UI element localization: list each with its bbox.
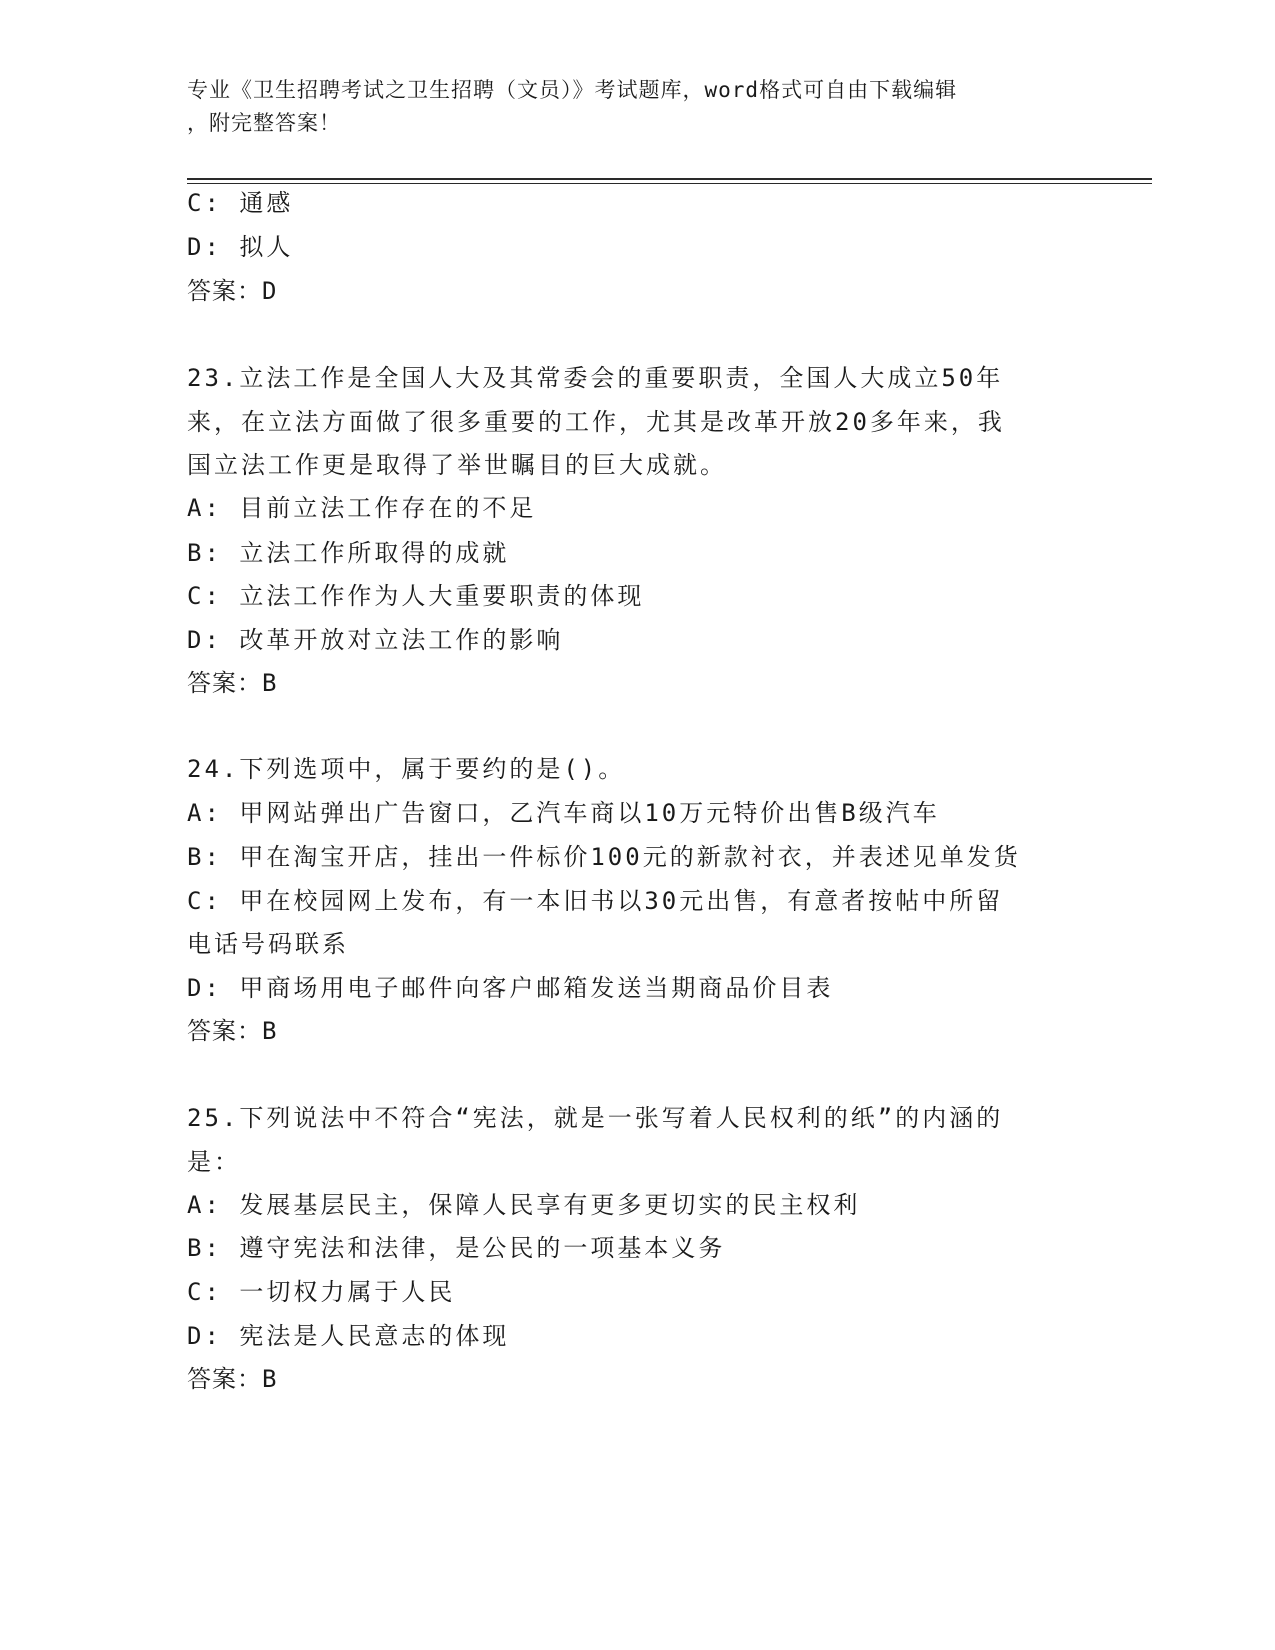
prev-option-c: C: 通感: [187, 189, 294, 217]
q25-stem-line-1: 25.下列说法中不符合“宪法，就是一张写着人民权利的纸”的内涵的: [187, 1104, 1004, 1132]
q25-stem-line-2: 是：: [187, 1148, 241, 1176]
q24-option-b: B: 甲在淘宝开店，挂出一件标价100元的新款衬衣，并表述见单发货: [187, 843, 1021, 871]
q25-option-b: B: 遵守宪法和法律，是公民的一项基本义务: [187, 1234, 726, 1262]
q23-stem-line-1: 23.立法工作是全国人大及其常委会的重要职责，全国人大成立50年: [187, 364, 1004, 392]
q23-option-d: D: 改革开放对立法工作的影响: [187, 626, 564, 654]
header-divider-thin: [187, 183, 1152, 184]
q24-option-c-line-1: C: 甲在校园网上发布，有一本旧书以30元出售，有意者按帖中所留: [187, 887, 1004, 915]
q25-answer: 答案：B: [187, 1365, 278, 1393]
q23-option-c: C: 立法工作作为人大重要职责的体现: [187, 582, 645, 610]
q25-option-a: A: 发展基层民主，保障人民享有更多更切实的民主权利: [187, 1191, 861, 1219]
q25-option-d: D: 宪法是人民意志的体现: [187, 1322, 510, 1350]
prev-option-d: D: 拟人: [187, 233, 294, 261]
prev-answer: 答案：D: [187, 277, 278, 305]
document-header: [187, 74, 1067, 140]
q23-option-a: A: 目前立法工作存在的不足: [187, 494, 537, 522]
q24-answer: 答案：B: [187, 1017, 278, 1045]
q24-option-a: A: 甲网站弹出广告窗口，乙汽车商以10万元特价出售B级汽车: [187, 799, 940, 827]
q24-stem-line-1: 24.下列选项中，属于要约的是()。: [187, 755, 626, 783]
q23-answer: 答案：B: [187, 669, 278, 697]
q23-option-b: B: 立法工作所取得的成就: [187, 539, 510, 567]
header-title-line-2: ，附完整答案！: [187, 111, 341, 135]
q24-option-d: D: 甲商场用电子邮件向客户邮箱发送当期商品价目表: [187, 974, 834, 1002]
q25-option-c: C: 一切权力属于人民: [187, 1278, 456, 1306]
q24-option-c-line-2: 电话号码联系: [187, 930, 349, 958]
q23-stem-line-3: 国立法工作更是取得了举世瞩目的巨大成就。: [187, 451, 727, 479]
header-title-line-1: 专业《卫生招聘考试之卫生招聘（文员）》考试题库，word格式可自由下载编辑: [187, 78, 958, 102]
q23-stem-line-2: 来，在立法方面做了很多重要的工作，尤其是改革开放20多年来，我: [187, 408, 1005, 436]
header-divider-thick: [187, 178, 1152, 180]
